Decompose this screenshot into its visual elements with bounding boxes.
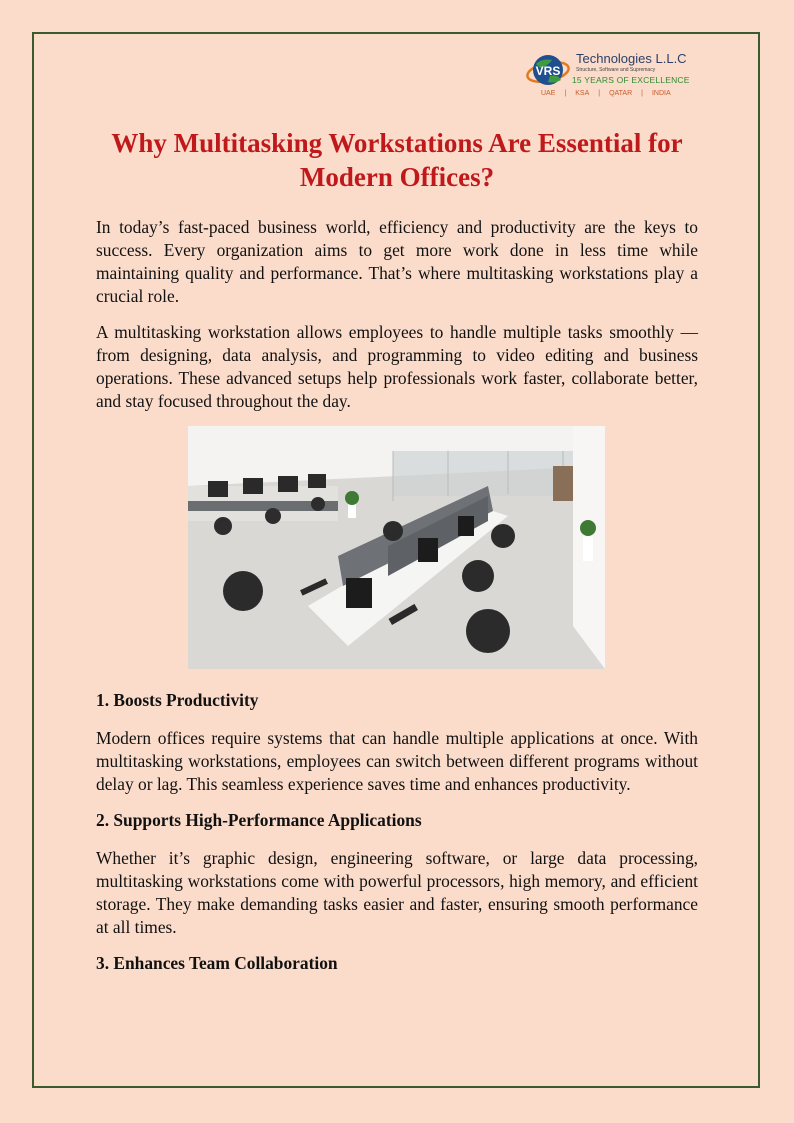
section-heading-3: 3. Enhances Team Collaboration xyxy=(96,953,338,973)
office-photo-illustration xyxy=(188,426,605,669)
region-india: INDIA xyxy=(651,90,671,97)
section-body-2: Whether it’s graphic design, engineering software, or large data processing, multitasking workstations come with powerful processors, high memory, and efficient storage. They make demanding tasks easier and faster, ensuring smooth performance at all times. xyxy=(96,848,698,937)
intro-paragraph-1: In today’s fast-paced business world, efficiency and productivity are the keys to success. Every organization aims to get more work done in less time while maintaining quality and performance. That’s where multitasking workstations play a crucial role. xyxy=(96,217,698,306)
company-logo xyxy=(526,50,706,100)
logo-regions: UAE | KSA | QATAR | INDIA xyxy=(541,90,671,97)
region-uae: UAE xyxy=(541,90,556,97)
section-heading-1: 1. Boosts Productivity xyxy=(96,690,259,710)
logo-tagline: Structure, Software and Supremacy xyxy=(576,67,656,73)
article-body xyxy=(96,216,698,990)
region-ksa: KSA xyxy=(575,90,590,97)
office-workstations-photo xyxy=(188,426,605,669)
logo-badge-text: VRS xyxy=(535,64,561,78)
region-qatar: QATAR xyxy=(609,90,633,97)
vrs-globe-icon xyxy=(526,52,572,92)
logo-excellence: 15 YEARS OF EXCELLENCE xyxy=(572,75,690,85)
logo-company-name: Technologies L.L.C xyxy=(576,51,687,66)
page-title: Why Multitasking Workstations Are Essential for Modern Offices? xyxy=(111,128,683,192)
section-body-1: Modern offices require systems that can handle multiple applications at once. With multitasking workstations, employees can switch between different programs without delay or lag. This seamless experience saves time and enhances productivity. xyxy=(96,728,698,794)
section-heading-2: 2. Supports High-Performance Applications xyxy=(96,810,422,830)
intro-paragraph-2: A multitasking workstation allows employees to handle multiple tasks smoothly — from designing, data analysis, and programming to video editing and business operations. These advanced setups help professionals work faster, collaborate better, and stay focused throughout the day. xyxy=(96,322,698,411)
